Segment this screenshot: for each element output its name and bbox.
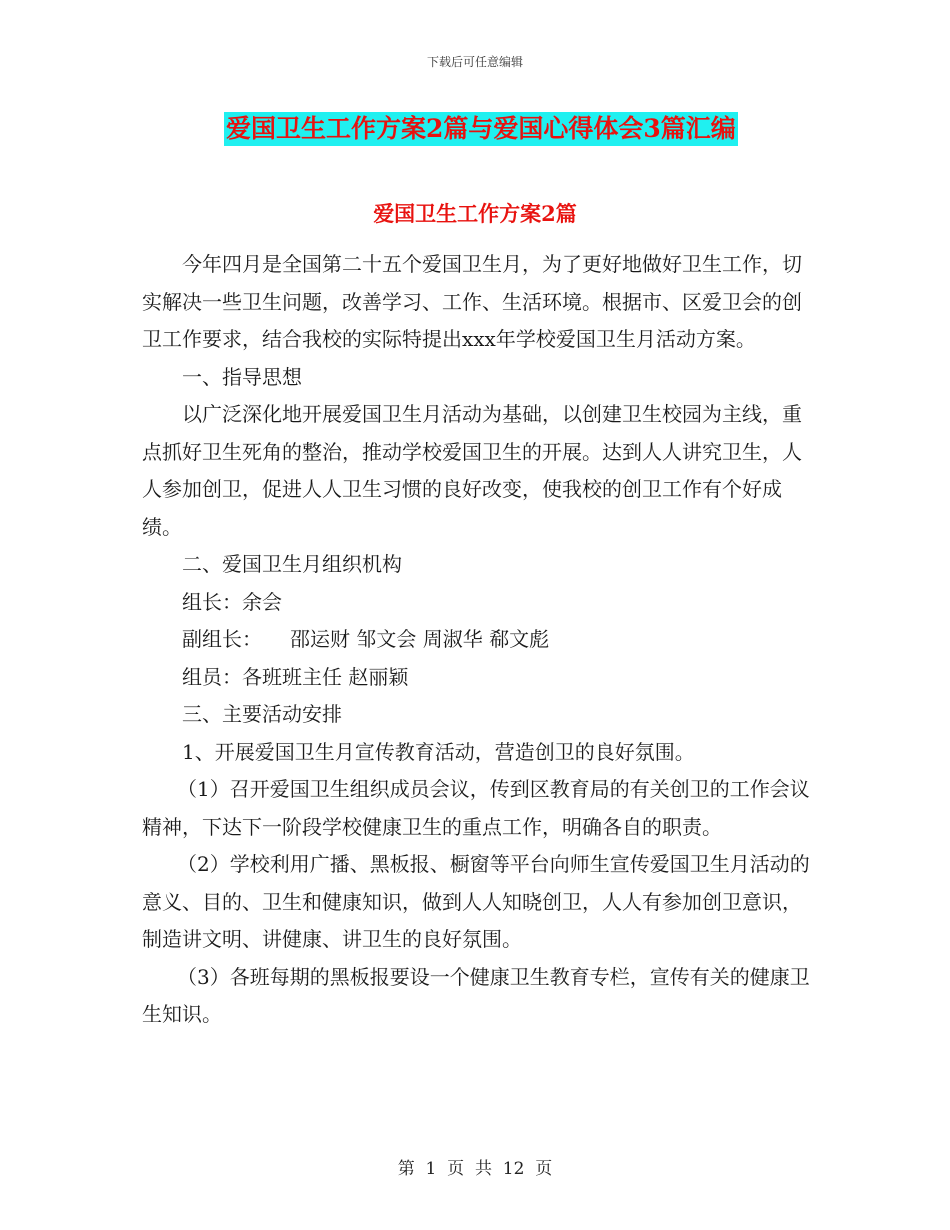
- document-body: [142, 246, 812, 1034]
- members-line: 组员：各班班主任 赵丽颖: [182, 664, 409, 689]
- activity-item-1: 1、开展爱国卫生月宣传教育活动，营造创卫的良好氛围。: [182, 739, 695, 764]
- activity-sub-1: （1）召开爱国卫生组织成员会议，传到区教育局的有关创卫的工作会议精神，下达下一阶段学校健康卫生的重点工作，明确各自的职责。: [142, 777, 810, 839]
- guiding-thought-paragraph: 以广泛深化地开展爱国卫生月活动为基础，以创建卫生校园为主线，重点抓好卫生死角的整治，推动学校爱国卫生的开展。达到人人讲究卫生，人人参加创卫，促进人人卫生习惯的良好改变，使我校的创卫工作有个好成绩。: [142, 402, 802, 539]
- heading-activities: 三、主要活动安排: [182, 702, 342, 726]
- header-note: 下载后可任意编辑: [426, 55, 523, 69]
- document-title: 爱国卫生工作方案2篇与爱国心得体会3篇汇编: [224, 112, 738, 146]
- activity-sub-3: （3）各班每期的黑板报要设一个健康卫生教育专栏，宣传有关的健康卫生知识。: [142, 964, 810, 1026]
- heading-guiding-thought: 一、指导思想: [182, 364, 302, 389]
- heading-organization: 二、爱国卫生月组织机构: [182, 552, 402, 576]
- deputy-label: 副组长：: [182, 627, 262, 651]
- intro-paragraph: 今年四月是全国第二十五个爱国卫生月，为了更好地做好卫生工作，切实解决一些卫生问题，改善学习、工作、生活环境。根据市、区爱卫会的创卫工作要求，结合我校的实际特提出xxx年学校爱国卫生月活动方案。: [142, 252, 802, 351]
- leader-line: 组长：余会: [182, 589, 282, 614]
- activity-sub-2: （2）学校利用广播、黑板报、橱窗等平台向师生宣传爱国卫生月活动的意义、目的、卫生和健康知识，做到人人知晓创卫，人人有参加创卫意识，制造讲文明、讲健康、讲卫生的良好氛围。: [142, 852, 810, 951]
- section-title: 爱国卫生工作方案2篇: [373, 201, 577, 226]
- deputy-names: 邵运财 邹文会 周淑华 郗文彪: [290, 627, 550, 651]
- page-footer: 第 1 页 共 12 页: [397, 1159, 553, 1179]
- deputy-leader-line: [142, 621, 812, 659]
